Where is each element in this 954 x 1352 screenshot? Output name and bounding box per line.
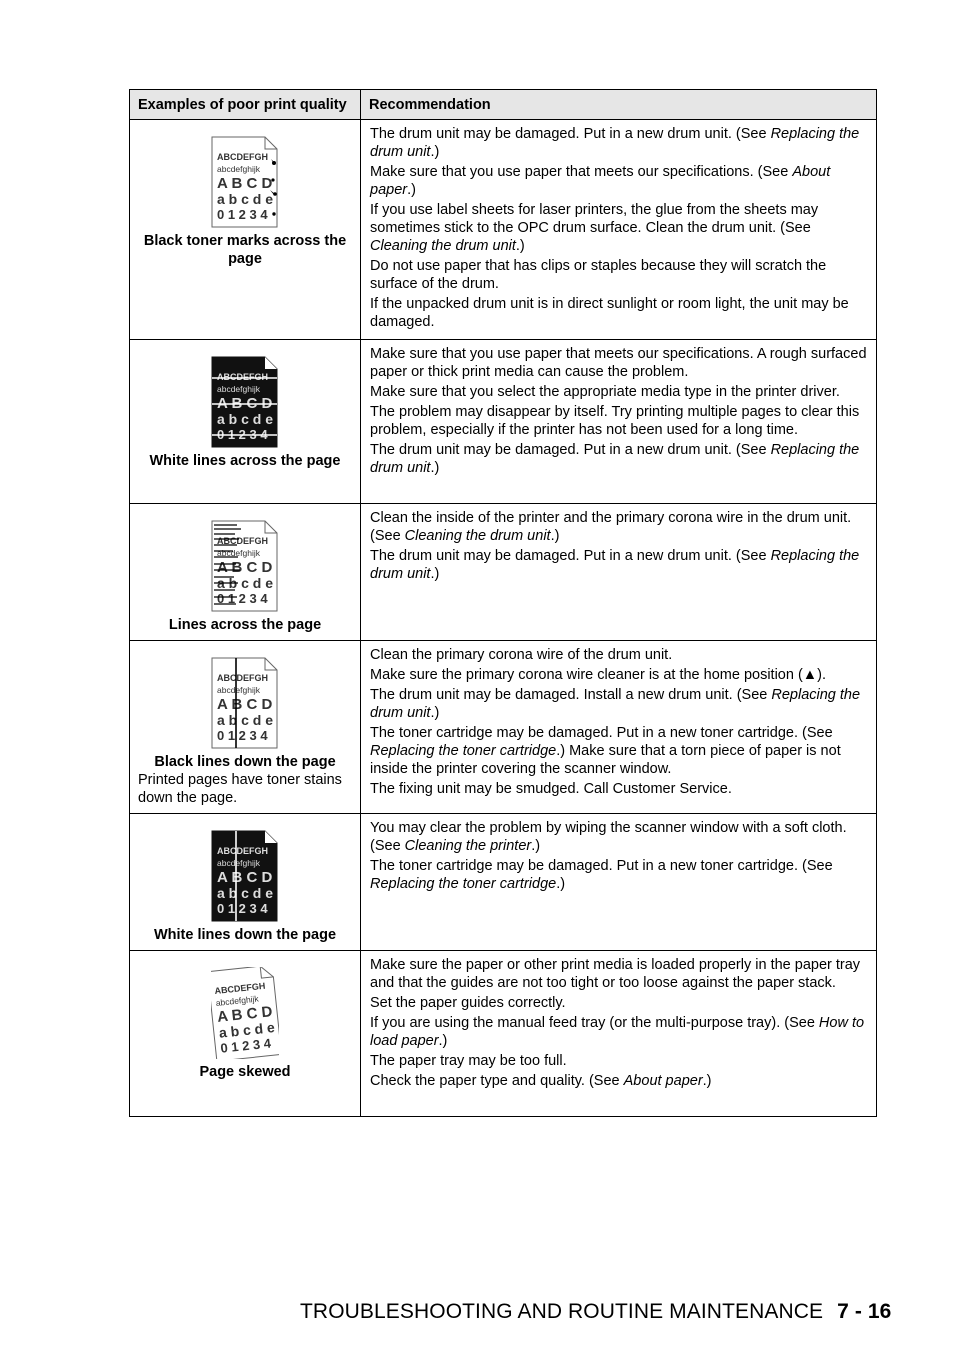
recommendation-item: Make sure that you use paper that meets our specifications. A rough surfaced paper or thick print media can cause the problem. xyxy=(370,346,867,380)
lines-across-illustration xyxy=(211,520,279,612)
recommendation-cell xyxy=(361,814,877,951)
recommendation-item: The fixing unit may be smudged. Call Customer Service. xyxy=(370,781,732,797)
black-lines-down-illustration xyxy=(211,657,279,749)
recommendation-item: The problem may disappear by itself. Try printing multiple pages to clear this problem, especially if the printer has not been used for a long time. xyxy=(370,404,860,438)
print-quality-table xyxy=(129,89,877,1117)
recommendation-item: If you are using the manual feed tray (or the multi-purpose tray). (See How to load paper.) xyxy=(370,1015,865,1049)
black-toner-marks-illustration xyxy=(211,136,279,228)
recommendation-item: The drum unit may be damaged. Put in a new drum unit. (See Replacing the drum unit.) xyxy=(370,548,860,582)
example-caption: Black lines down the page xyxy=(154,754,336,770)
recommendation-item: The paper tray may be too full. xyxy=(370,1053,567,1069)
recommendation-cell xyxy=(361,504,877,641)
example-subcaption: Printed pages have toner stains down the page. xyxy=(138,772,342,806)
header-examples: Examples of poor print quality xyxy=(130,90,361,120)
recommendation-item: If the unpacked drum unit is in direct sunlight or room light, the unit may be damaged. xyxy=(370,296,849,330)
recommendation-item: The drum unit may be damaged. Install a new drum unit. (See Replacing the drum unit.) xyxy=(370,687,861,721)
white-lines-across-illustration xyxy=(211,356,279,448)
recommendation-item: The toner cartridge may be damaged. Put in a new toner cartridge. (See Replacing the toner cartridge.) Make sure that a torn piece of paper is not inside the printer covering the scanner window. xyxy=(370,725,841,777)
table-row xyxy=(130,814,877,951)
example-caption: White lines down the page xyxy=(153,927,337,943)
recommendation-item: Clean the inside of the printer and the primary corona wire in the drum unit. (See Cleaning the drum unit.) xyxy=(370,510,852,544)
table-row xyxy=(130,340,877,504)
example-caption: White lines across the page xyxy=(149,453,341,469)
page-footer xyxy=(300,1300,891,1324)
footer-section-title: TROUBLESHOOTING AND ROUTINE MAINTENANCE xyxy=(300,1300,824,1323)
recommendation-item: Make sure the paper or other print media is loaded properly in the paper tray and that the guides are not too tight or too loose against the paper stack. xyxy=(370,957,861,991)
recommendation-item: Clean the primary corona wire of the drum unit. xyxy=(370,647,673,663)
recommendation-cell xyxy=(361,120,877,340)
table-row xyxy=(130,951,877,1117)
recommendation-item: Make sure the primary corona wire cleaner is at the home position (▲). xyxy=(370,667,826,683)
example-cell xyxy=(130,504,361,641)
example-cell xyxy=(130,814,361,951)
example-cell xyxy=(130,340,361,504)
recommendation-item: If you use label sheets for laser printers, the glue from the sheets may sometimes stick to the OPC drum surface. Clean the drum unit. (See Cleaning the drum unit.) xyxy=(370,202,819,254)
table-row xyxy=(130,504,877,641)
recommendation-cell xyxy=(361,951,877,1117)
example-cell xyxy=(130,951,361,1117)
footer-page-number: 7 - 16 xyxy=(837,1300,892,1323)
recommendation-item: Make sure that you select the appropriate media type in the printer driver. xyxy=(370,384,840,400)
recommendation-item: You may clear the problem by wiping the scanner window with a soft cloth. (See Cleaning the printer.) xyxy=(370,820,847,854)
example-cell xyxy=(130,641,361,814)
example-caption: Black toner marks across the page xyxy=(143,233,347,267)
header-recommendation: Recommendation xyxy=(361,90,877,120)
example-cell xyxy=(130,120,361,340)
recommendation-item: The drum unit may be damaged. Put in a new drum unit. (See Replacing the drum unit.) xyxy=(370,442,860,476)
recommendation-item: Set the paper guides correctly. xyxy=(370,995,566,1011)
recommendation-item: Check the paper type and quality. (See About paper.) xyxy=(370,1073,712,1089)
white-lines-down-illustration xyxy=(211,830,279,922)
recommendation-item: The toner cartridge may be damaged. Put in a new toner cartridge. (See Replacing the toner cartridge.) xyxy=(370,858,833,892)
table-header-row xyxy=(130,90,877,120)
table-row xyxy=(130,120,877,340)
example-caption: Page skewed xyxy=(199,1064,291,1080)
table-row xyxy=(130,641,877,814)
recommendation-item: Do not use paper that has clips or staples because they will scratch the surface of the drum. xyxy=(370,258,827,292)
recommendation-item: Make sure that you use paper that meets our specifications. (See About paper.) xyxy=(370,164,831,198)
recommendation-cell xyxy=(361,641,877,814)
example-caption: Lines across the page xyxy=(168,617,322,633)
recommendation-item: The drum unit may be damaged. Put in a new drum unit. (See Replacing the drum unit.) xyxy=(370,126,860,160)
page-skewed-illustration xyxy=(211,967,279,1059)
recommendation-cell xyxy=(361,340,877,504)
